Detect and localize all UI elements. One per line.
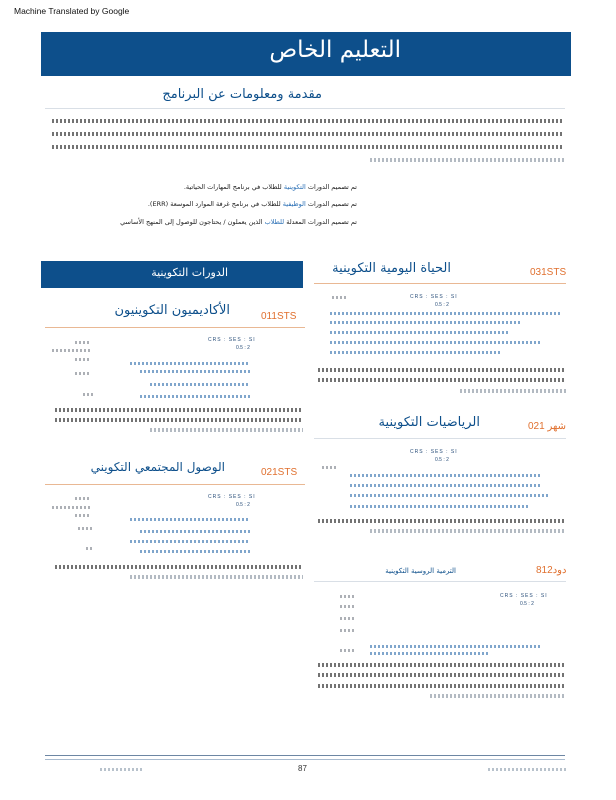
course-title: الوصول المجتمعي التكويني [90, 460, 225, 474]
course-table-header: CRS : SES : SI [410, 294, 458, 300]
formative-courses-bar [41, 261, 303, 288]
footer-rule-top [45, 755, 565, 756]
course-table-header: CRS : SES : SI [410, 449, 458, 455]
course-rule [314, 283, 566, 284]
course-rule [314, 581, 566, 582]
machine-translation-banner: Machine Translated by Google [14, 6, 130, 16]
intro-bullet-1: تم تصميم الدورات التكوينية للطلاب في برنامج المهارات الحياتية. [183, 183, 357, 191]
course-table-header: CRS : SES : SI [208, 494, 256, 500]
course-title: الرياضيات التكوينية [378, 415, 480, 430]
page-number: 87 [298, 764, 307, 773]
course-table-header: CRS : SES : SI [500, 593, 548, 599]
course-table-subheader: 0.5 : 2 [236, 345, 250, 351]
intro-bullet-2: تم تصميم الدورات الوظيفية للطلاب في برنامج غرفة الموارد الموسعة (ERR). [147, 200, 357, 208]
course-code: 031STS [530, 267, 567, 278]
footer-left-text [100, 768, 142, 771]
course-table-subheader: 0.5 : 2 [435, 457, 449, 463]
footer-rule-bottom [45, 759, 565, 760]
intro-heading: مقدمة ومعلومات عن البرنامج [162, 87, 322, 102]
course-code: 021STS [261, 467, 298, 478]
course-title: الحياة اليومية التكوينية [332, 261, 451, 276]
course-code: 011STS [261, 311, 297, 322]
footer-right-text [488, 768, 566, 771]
course-table-subheader: 0.5 : 2 [435, 302, 449, 308]
course-table-header: CRS : SES : SI [208, 337, 256, 343]
course-code: دود812 [536, 565, 567, 576]
course-title: الأكاديميون التكوينيون [114, 303, 230, 318]
page-title: التعليم الخاص [269, 37, 401, 63]
course-rule [314, 438, 566, 439]
course-rule [45, 327, 305, 328]
course-table-subheader: 0.5 : 2 [520, 601, 534, 607]
course-rule [45, 484, 305, 485]
page-header [41, 32, 571, 76]
course-code: 021 شهر [528, 421, 566, 432]
intro-bullet-3: تم تصميم الدورات المعدلة للطلاب الذين يعملون / يحتاجون للوصول إلى المنهج الأساسي [120, 218, 357, 226]
course-table-subheader: 0.5 : 2 [236, 502, 250, 508]
course-title: الترمية الروسية التكوينية [385, 567, 456, 575]
intro-rule [45, 108, 565, 109]
formative-courses-title: الدورات التكوينية [151, 266, 228, 279]
